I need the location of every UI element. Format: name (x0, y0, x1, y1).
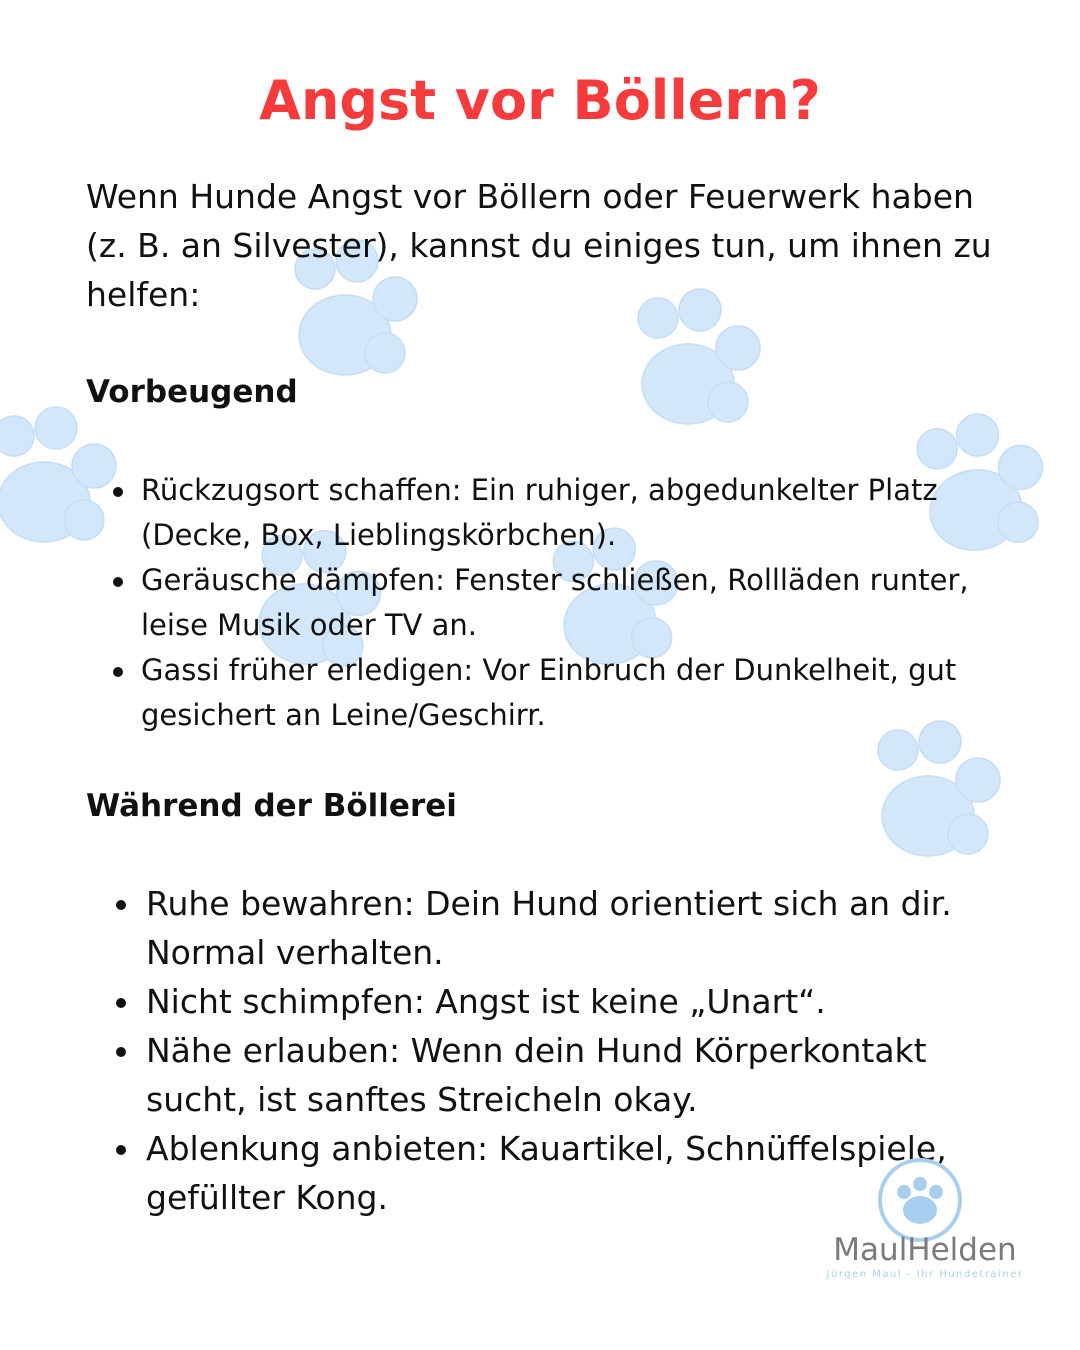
list-item: Geräusche dämpfen: Fenster schließen, Rollläden runter, leise Musik oder TV an. (141, 558, 1021, 648)
list-item: Ruhe bewahren: Dein Hund orientiert sich an dir. Normal verhalten. (146, 879, 986, 977)
list-item: Nicht schimpfen: Angst ist keine „Unart“. (146, 977, 986, 1026)
section-heading-vorbeugend: Vorbeugend (86, 374, 298, 410)
brand-logo (810, 1150, 1040, 1290)
list-item: Nähe erlauben: Wenn dein Hund Körperkontakt sucht, ist sanftes Streicheln okay. (146, 1026, 986, 1124)
list-item: Rückzugsort schaffen: Ein ruhiger, abgedunkelter Platz (Decke, Box, Lieblingskörbchen). (141, 468, 1021, 558)
list-item: Gassi früher erledigen: Vor Einbruch der Dunkelheit, gut gesichert an Leine/Geschirr. (141, 648, 1021, 738)
section-heading-waehrend: Während der Böllerei (86, 788, 457, 824)
list-item: Ablenkung anbieten: Kauartikel, Schnüffelspiele, gefüllter Kong. (146, 1124, 986, 1222)
brand-subtitle: Jürgen Maul - Ihr Hundetrainer (826, 1269, 1024, 1280)
brand-name: MaulHelden (833, 1232, 1017, 1268)
intro-paragraph: Wenn Hunde Angst vor Böllern oder Feuerwerk haben (z. B. an Silvester), kannst du einiges tun, um ihnen zu helfen: (86, 177, 992, 314)
page-title: Angst vor Böllern? (259, 69, 821, 132)
prevention-list (141, 468, 1021, 738)
